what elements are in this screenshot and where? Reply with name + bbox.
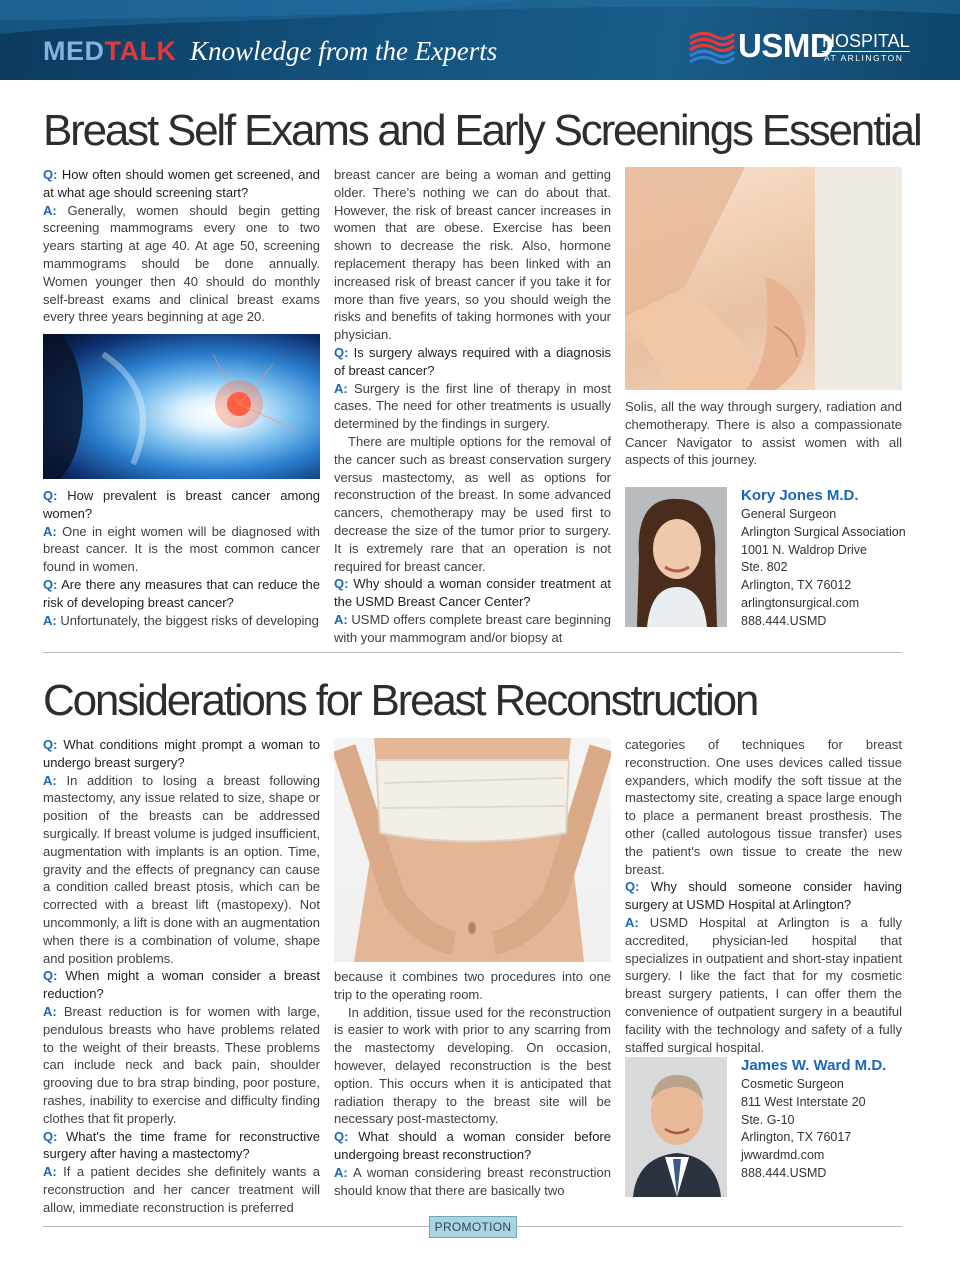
answer-paragraph (43, 772, 320, 968)
doctor-city: Arlington, TX 76012 (741, 578, 852, 593)
bandaged-torso-photo (334, 738, 611, 962)
question-paragraph (43, 576, 320, 612)
promotion-badge: PROMOTION (429, 1216, 517, 1238)
answer-label: A: (43, 612, 57, 628)
doctor-phone: 888.444.USMD (741, 613, 827, 628)
answer-paragraph (334, 611, 611, 647)
brand-talk: TALK (104, 36, 177, 66)
reconstruction-figure-icon (334, 738, 611, 962)
mammogram-image (43, 334, 320, 479)
question-text: When might a woman consider a breast reduction? (43, 968, 320, 1002)
footer-rule-right (517, 1226, 902, 1227)
doctor-address2: Ste. G-10 (741, 1112, 795, 1127)
question-label: Q: (43, 968, 58, 984)
question-text: How often should women get screened, and at what age should screening start? (43, 167, 320, 200)
doctor-city: Arlington, TX 76017 (741, 1130, 852, 1145)
question-label: Q: (43, 576, 58, 592)
question-label: Q: (43, 167, 58, 182)
question-label: Q: (625, 879, 640, 895)
body-paragraph: breast cancer are being a woman and getting older. There's nothing we can do about that. However, the risk of breast cancer increases in women that are obese. Exercise has been shown to decrease the risk. Also, hormone replacement therapy has been linked with an increased risk of breast cancer if you take it for more than five years, so you should weigh the risks and benefits of taking hormones with your physician. (334, 167, 611, 343)
self-exam-figure-icon (625, 167, 902, 390)
question-paragraph (334, 1128, 611, 1164)
location-logo-text: AT ARLINGTON (824, 53, 904, 63)
answer-label: A: (334, 611, 348, 627)
article2-column1 (43, 736, 320, 1217)
answer-text: Breast reduction is for women with large, pendulous breasts who have problems related to the weight of their breasts. These problems can include neck and back pain, shoulder grooving due to bra strap binding, poor posture, rashes, inability to exercise and difficulty finding clothes that fit properly. (43, 1003, 320, 1126)
answer-text: Unfortunately, the biggest risks of developing (60, 612, 319, 628)
article1-column2 (334, 166, 611, 647)
question-text: Is surgery always required with a diagnosis of breast cancer? (334, 344, 611, 378)
doctor-name: James W. Ward M.D. (741, 1057, 887, 1074)
body-paragraph: There are multiple options for the removal of the cancer such as breast conservation surgery versus mastectomy, as well as options for reconstruction of the breast. In some advanced cancers, chemotherapy may be used first to decrease the size of the tumor prior to surgery. It is extremely rare that an operation is not required for breast cancer. (334, 433, 611, 574)
answer-text: USMD offers complete breast care beginning with your mammogram and/or biopsy at (334, 611, 611, 645)
answer-paragraph (334, 380, 611, 433)
article1-column1-continued (43, 487, 320, 629)
question-paragraph (625, 878, 902, 914)
question-paragraph (334, 575, 611, 611)
question-paragraph (43, 487, 320, 523)
answer-label: A: (625, 914, 639, 930)
article2-title: Considerations for Breast Reconstruction (43, 676, 758, 725)
doctor-address1: 811 West Interstate 20 (741, 1094, 866, 1109)
question-paragraph (43, 967, 320, 1003)
answer-paragraph (43, 612, 320, 630)
body-paragraph: In addition, tissue used for the reconstruction is easier to work with prior to any scarring from the mastectomy developing. On occasion, however, delayed reconstruction is the best option. This occurs when it is anticipated that radiation therapy to the breast site will be necessary post-mastectomy. (334, 1004, 611, 1127)
doctor-name: Kory Jones M.D. (741, 487, 859, 504)
question-label: Q: (43, 1128, 58, 1144)
brand-med: MED (43, 36, 105, 66)
answer-paragraph (625, 914, 902, 1056)
doctor-title: General Surgeon (741, 507, 837, 521)
answer-label: A: (43, 1164, 57, 1180)
answer-text: Generally, women should begin getting screening mammograms every one to two years starting at age 40. At age 50, screening mammograms should be done annually. Women younger then 40 should do monthly self-breast exams and clinical breast exams every three years beginning at age 20. (43, 202, 320, 325)
header-banner (0, 0, 960, 80)
question-label: Q: (334, 344, 349, 360)
answer-text: If a patient decides she definitely wants a reconstruction and her cancer treatment will allow, immediate reconstruction is preferred (43, 1164, 320, 1215)
article2-column3 (625, 736, 902, 1056)
question-text: Why should a woman consider treatment at the USMD Breast Cancer Center? (334, 576, 611, 610)
question-text: What's the time frame for reconstructive surgery after having a mastectomy? (43, 1128, 320, 1162)
doctor-address2: Ste. 802 (741, 560, 788, 575)
doctor-portrait-icon (625, 487, 727, 627)
body-paragraph: because it combines two procedures into one trip to the operating room. (334, 969, 611, 1002)
answer-label: A: (43, 523, 57, 539)
body-paragraph: categories of techniques for breast reconstruction. One uses devices called tissue expanders, which modify the soft tissue at the mastectomy site, creating a space large enough to place a permanent breast prosthesis. The other (called autologous tissue transfer) uses the patient's own tissue to create the new breast. (625, 737, 902, 877)
article2-doctor-card (741, 1056, 886, 1183)
james-ward-photo (625, 1057, 727, 1197)
mammogram-scan-icon (43, 334, 320, 479)
question-label: Q: (334, 1129, 349, 1145)
answer-paragraph (43, 1163, 320, 1216)
article1-title: Breast Self Exams and Early Screenings Essential (43, 106, 921, 155)
answer-text: USMD Hospital at Arlington is a fully accredited, physician-led hospital that specializes in outpatient and short-stay inpatient surgery. I like the fact that for my cosmetic breast surgery patients, I can offer them the convenience of outpatient surgery in a beautiful facility with the technology and safety of a fully staffed surgical hospital. (625, 914, 902, 1055)
doctor-portrait-icon (625, 1057, 727, 1197)
answer-label: A: (43, 772, 57, 788)
tagline: Knowledge from the Experts (190, 36, 498, 66)
doctor-address1: 1001 N. Waldrop Drive (741, 542, 867, 557)
question-paragraph (43, 736, 320, 772)
answer-paragraph (334, 1164, 611, 1200)
self-exam-photo (625, 167, 902, 390)
answer-paragraph (43, 1003, 320, 1128)
article1-column1 (43, 166, 320, 326)
hospital-logo-text: HOSPITAL (822, 31, 910, 51)
answer-label: A: (334, 1164, 348, 1180)
section-divider (43, 652, 902, 653)
question-paragraph (43, 1128, 320, 1164)
question-label: Q: (43, 488, 58, 503)
answer-label: A: (43, 1003, 57, 1019)
kory-jones-photo (625, 487, 727, 627)
footer-rule-left (43, 1226, 429, 1227)
question-label: Q: (43, 737, 58, 752)
question-text: How prevalent is breast cancer among women? (43, 488, 320, 521)
answer-paragraph (43, 523, 320, 576)
question-text: What conditions might prompt a woman to undergo breast surgery? (43, 737, 320, 770)
doctor-org: Arlington Surgical Association (741, 524, 906, 539)
doctor-website[interactable]: arlingtonsurgical.com (741, 595, 860, 610)
usmd-logo-text: USMD (738, 27, 834, 64)
answer-text: In addition to losing a breast following mastectomy, any issue related to size, shape or position of the breasts can be addressed surgically. If breast volume is judged insufficient, augmentation with implants is an option. Time, gravity and the effects of pregnancy can cause a condition called breast ptosis, which can be corrected with a breast lift (mastopexy). Not uncommonly, a lift is done with an augmentation when there is a combination of volume, shape and position problems. (43, 772, 320, 966)
answer-paragraph (43, 202, 320, 327)
doctor-title: Cosmetic Surgeon (741, 1077, 844, 1091)
answer-text: Surgery is the first line of therapy in most cases. The need for other treatments is usually determined by the findings in surgery. (334, 380, 611, 432)
doctor-phone: 888.444.USMD (741, 1165, 827, 1180)
question-label: Q: (334, 576, 349, 592)
question-text: What should a woman consider before undergoing breast reconstruction? (334, 1129, 611, 1162)
question-text: Are there any measures that can reduce the risk of developing breast cancer? (43, 576, 320, 610)
doctor-website[interactable]: jwwardmd.com (741, 1148, 825, 1163)
article2-column2 (334, 968, 611, 1199)
question-text: Why should someone consider having surgery at USMD Hospital at Arlington? (625, 879, 902, 913)
article1-doctor-card (741, 486, 906, 631)
answer-label: A: (43, 202, 57, 218)
question-paragraph (43, 166, 320, 202)
medtalk-logo (43, 36, 176, 67)
answer-label: A: (334, 380, 348, 396)
answer-text: One in eight women will be diagnosed with breast cancer. It is the most common cancer found in women. (43, 523, 320, 575)
question-paragraph (334, 344, 611, 380)
article1-column3 (625, 398, 902, 469)
answer-text: A woman considering breast reconstruction should know that there are basically two (334, 1164, 611, 1198)
body-paragraph: Solis, all the way through surgery, radiation and chemotherapy. There is also a compassionate Cancer Navigator to assist women with all aspects of this journey. (625, 399, 902, 468)
